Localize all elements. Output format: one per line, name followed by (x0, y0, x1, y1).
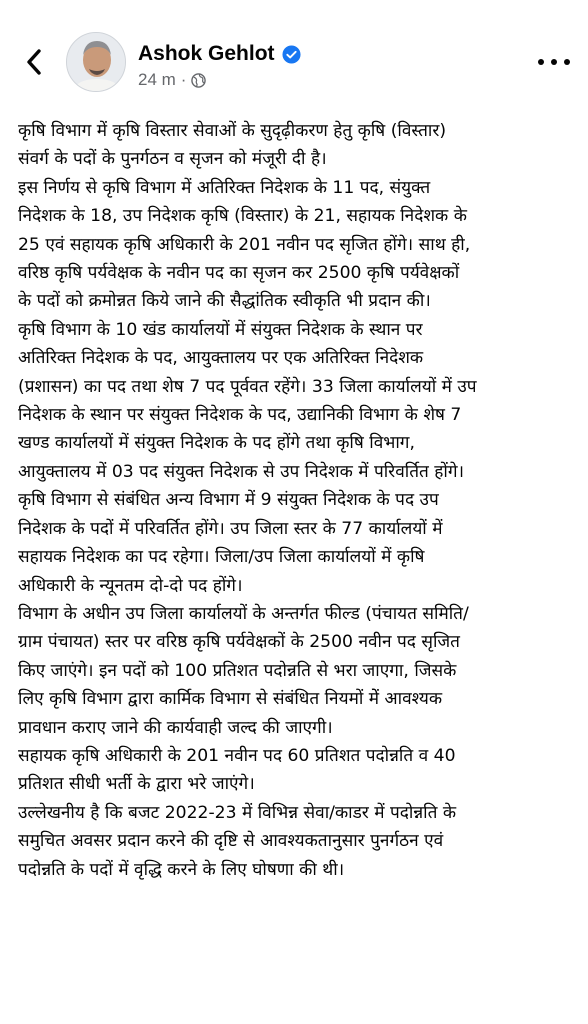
globe-icon (191, 73, 206, 88)
post-paragraph: विभाग के अधीन उप जिला कार्यालयों के अन्तर्गत फील्ड (पंचायत समिति/ ग्राम पंचायत) स्तर पर वरिष्ठ कृषि पर्यवेक्षकों के 2500 नवीन पद सृजित किए जाएंगे। इन पदों को 100 प्रतिशत पदोन्नति से भरा जाएगा, जिसके लिए कृषि विभाग द्वारा कार्मिक विभाग से संबंधित नियमों मेें आवश्यक प्रावधान कराए जाने की कार्यवाही जल्द की जाएगी। (18, 603, 469, 738)
post-timestamp[interactable]: 24 m (138, 70, 176, 89)
post-paragraph: कृषि विभाग में कृषि विस्तार सेवाओं के सुदृढ़ीकरण हेतु कृषि (विस्तार) संवर्ग के पदों के पुनर्गठन व सृजन को मंजूरी दी है। (18, 121, 447, 170)
avatar[interactable] (66, 32, 126, 92)
more-dot (551, 59, 557, 65)
post-paragraph: कृषि विभाग के 10 खंड कार्यालयों में संयुक्त निदेशक के स्थान पर अतिरिक्त निदेशक के पद, आयुक्तालय पर एक अतिरिक्त निदेशक (प्रशासन) का पद तथा शेष 7 पद पूर्ववत रहेंगे। 33 जिला कार्यालयों में उप निदेशक के स्थान पर संयुक्त निदेशक के पद, उद्यानिकी विभाग के शेष 7 खण्ड कार्यालयों में संयुक्त निदेशक के पद होंगे तथा कृषि विभाग, आयुक्तालय में 03 पद संयुक्त निदेशक से उप निदेशक में परिवर्तित होंगे। (18, 319, 477, 482)
author-name[interactable]: Ashok Gehlot (138, 42, 275, 65)
author-row (138, 40, 301, 68)
back-button[interactable] (18, 44, 50, 80)
post-meta (138, 70, 206, 90)
more-dot (538, 59, 544, 65)
post-header (0, 0, 588, 108)
meta-separator: · (180, 70, 187, 89)
verified-badge-icon (282, 45, 301, 64)
more-dot (564, 59, 570, 65)
post-paragraph: कृषि विभाग से संबंधित अन्य विभाग में 9 संयुक्त निदेशक के पद उप निदेशक के पदों में परिवर्तित हाेंगे। उप जिला स्तर के 77 कार्यालयों में सहायक निदेशक का पद रहेगा। जिला/उप जिला कार्यालयों में कृषि अधिकारी के न्यूनतम दो-दो पद होंगे। (18, 490, 443, 596)
more-options-button[interactable] (538, 52, 570, 72)
profile-photo-icon (67, 33, 126, 92)
post-text (18, 117, 578, 884)
chevron-left-icon (25, 48, 43, 76)
post-paragraph: उल्लेखनीय है कि बजट 2022-23 में विभिन्न सेवा/काडर में पदोन्नति के समुचित अवसर प्रदान करने की दृष्टि से आवश्यकतानुसार पुनर्गठन एवं पदोन्नति के पदों में वृद्धि करने के लिए घोषणा की थी। (18, 802, 457, 880)
post-paragraph: सहायक कृषि अधिकारी के 201 नवीन पद 60 प्रतिशत पदोन्नति व 40 प्रतिशत सीधी भर्ती के द्वारा भरे जाएंगे। (18, 745, 456, 795)
post-paragraph: इस निर्णय से कृषि विभाग में अतिरिक्त निदेशक के 11 पद, संयुक्त निदेशक के 18, उप निदेशक कृषि (विस्तार) के 21, सहायक निदेशक के 25 एवं सहायक कृषि अधिकारी के 201 नवीन पद सृजित होंगे। साथ ही, वरिष्ठ कृषि पर्यवेक्षक के नवीन पद का सृजन कर 2500 कृषि पर्यवेक्षकों के पदों को क्रमोन्नत किये जाने की सैद्धांतिक स्वीकृति भी प्रदान की। (18, 177, 471, 312)
